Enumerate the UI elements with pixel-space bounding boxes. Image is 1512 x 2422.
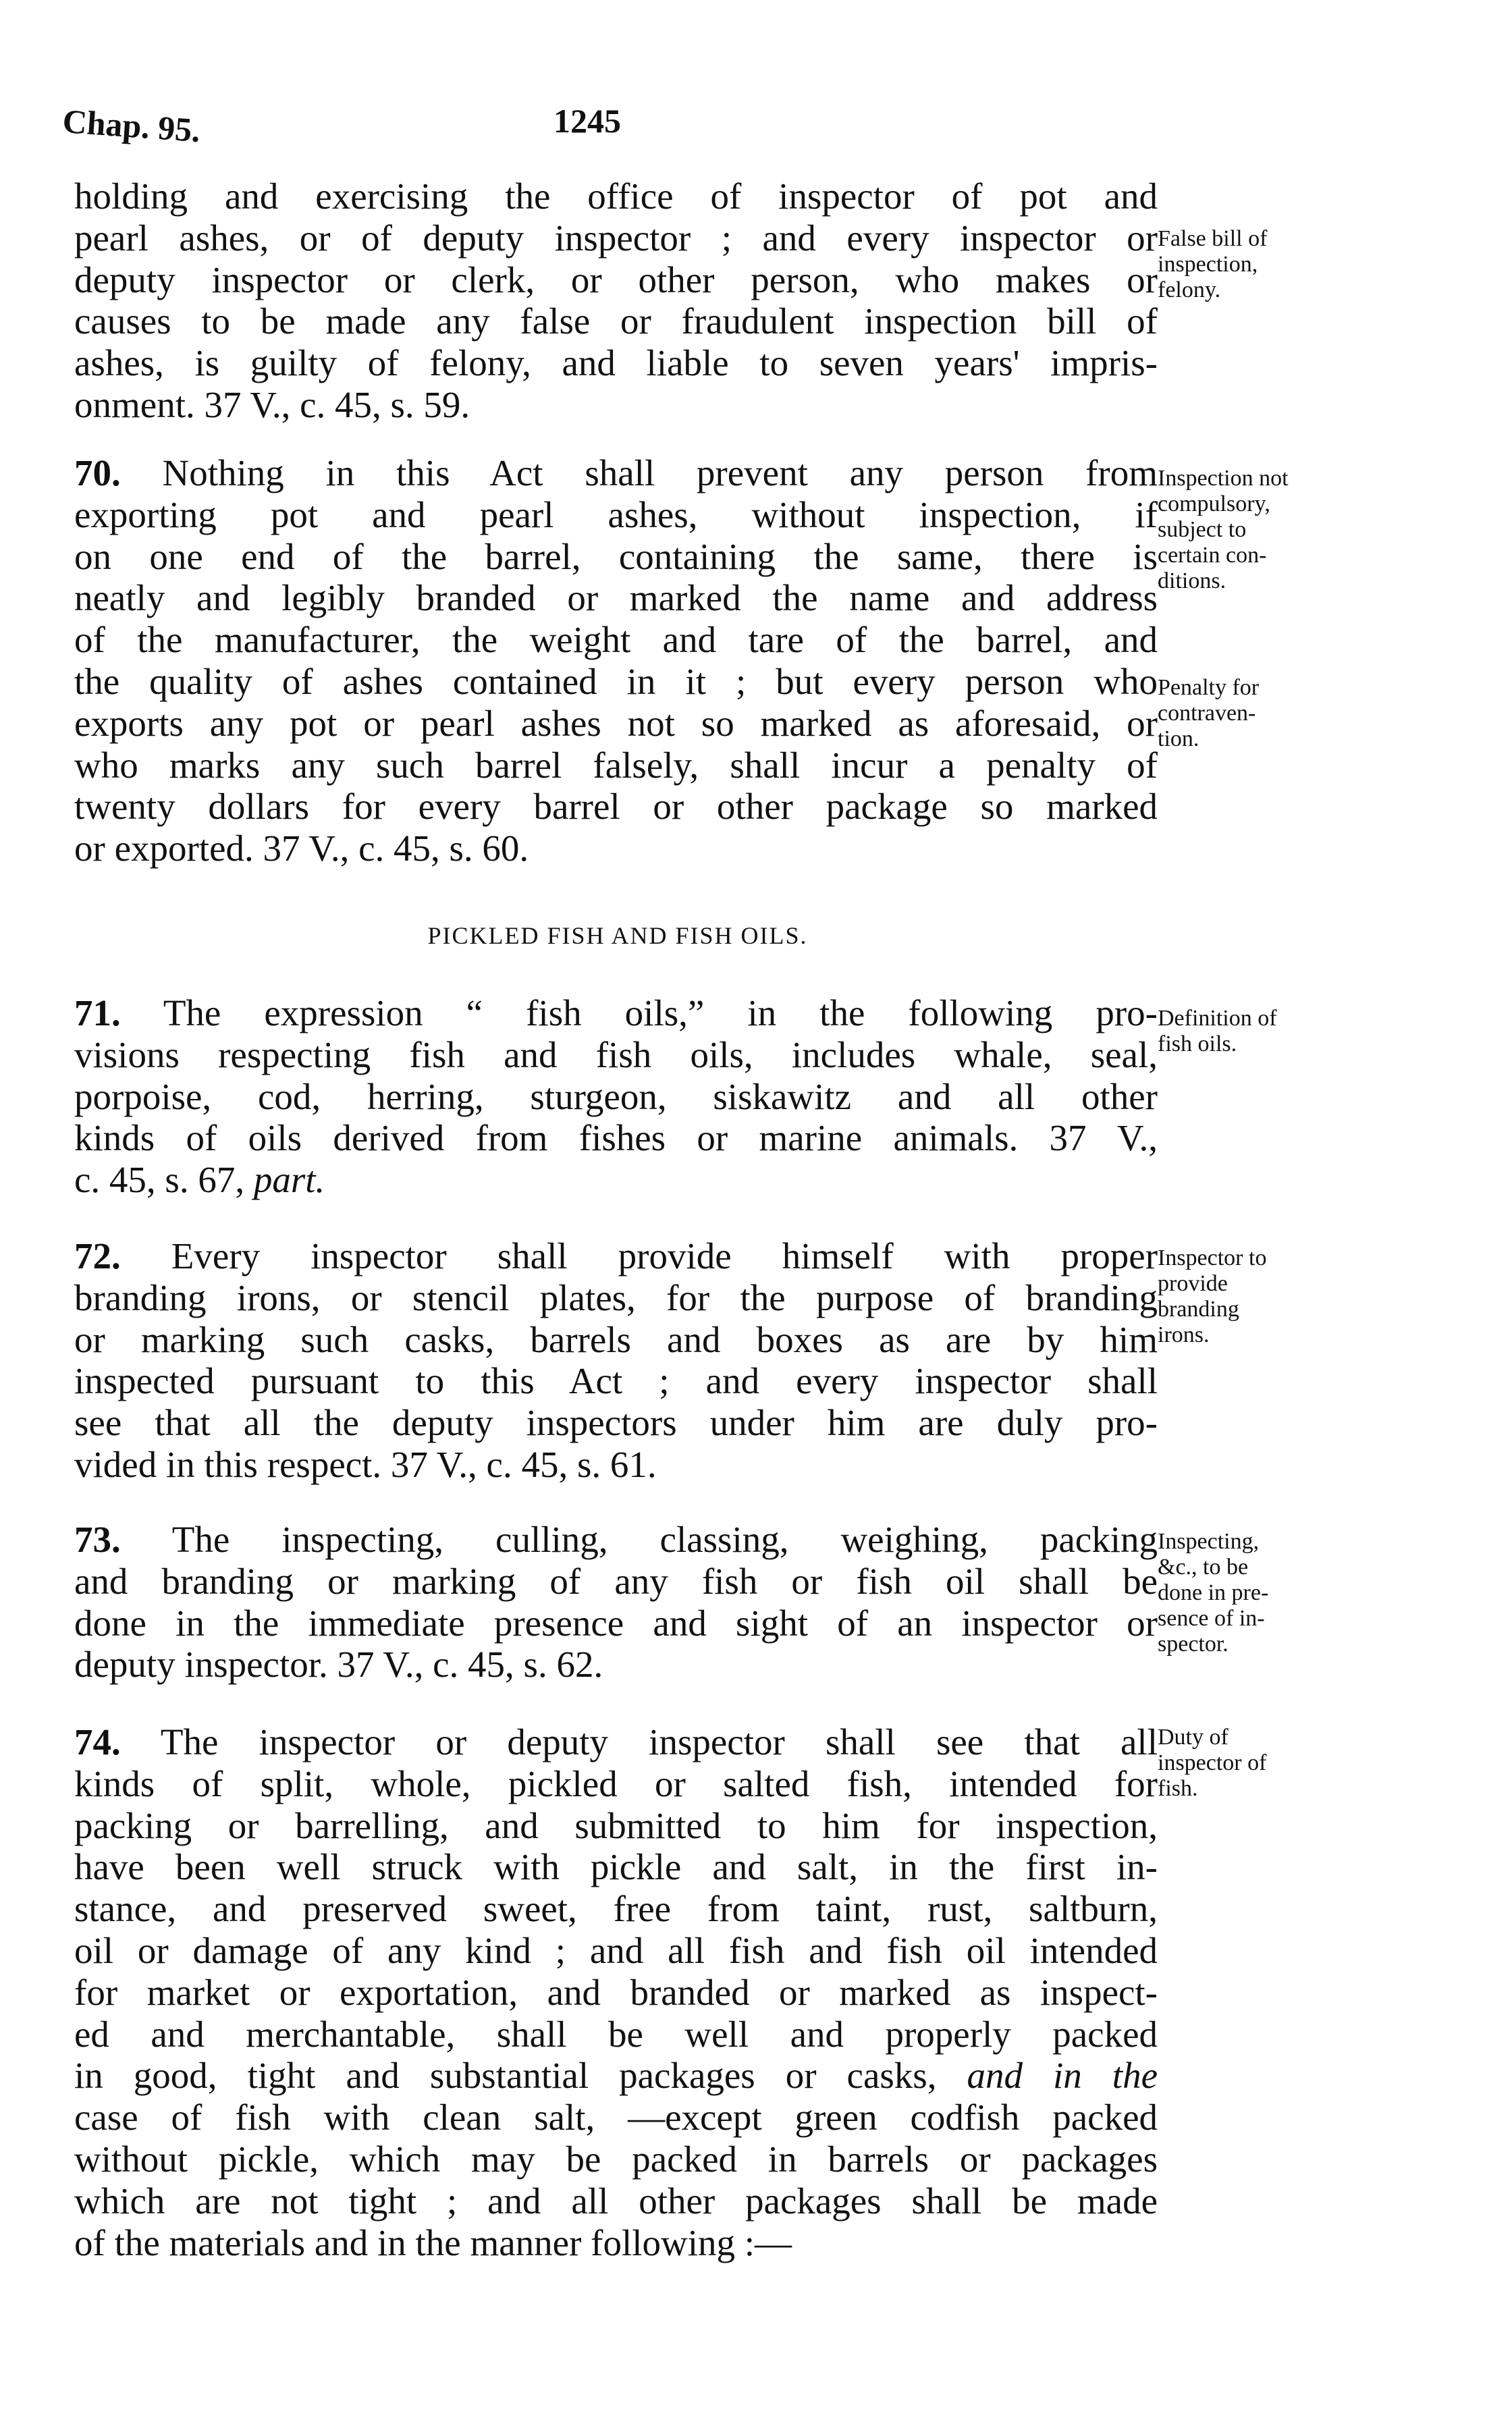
note-line: Inspector to xyxy=(1158,1245,1267,1270)
note-line: fish oils. xyxy=(1158,1031,1237,1056)
note-line: Duty of xyxy=(1158,1725,1228,1750)
text-line xyxy=(74,1519,1158,1561)
text-line: kinds of oils derived from fishes or marine animals. 37 V., xyxy=(74,1117,1158,1159)
text-line: of the manufacturer, the weight and tare of the barrel, and xyxy=(74,619,1158,661)
text-line xyxy=(74,1235,1158,1277)
paragraph-71 xyxy=(74,992,1158,1201)
text-fragment: The expression “ fish oils,” in the following pro- xyxy=(163,992,1158,1033)
paragraph-74 xyxy=(74,1721,1158,2263)
text-line: of the materials and in the manner following :— xyxy=(74,2222,792,2263)
section-number: 70. xyxy=(74,452,121,493)
note-line: inspection, xyxy=(1158,252,1258,277)
note-line: Definition of xyxy=(1158,1006,1277,1031)
text-line: kinds of split, whole, pickled or salted fish, intended for xyxy=(74,1762,1158,1804)
text-line: pearl ashes, or of deputy inspector ; and every inspector or xyxy=(74,217,1158,259)
text-line: exporting pot and pearl ashes, without inspection, if xyxy=(74,493,1158,535)
text-line: which are not tight ; and all other packages shall be made xyxy=(74,2180,1158,2222)
text-line: for market or exportation, and branded or marked as inspect- xyxy=(74,1971,1158,2013)
text-line: on one end of the barrel, containing the same, there is xyxy=(74,535,1158,577)
text-line: onment. 37 V., c. 45, s. 59. xyxy=(74,383,470,425)
note-line: branding xyxy=(1158,1297,1239,1322)
note-line: Penalty for xyxy=(1158,675,1260,700)
text-line xyxy=(74,1159,1158,1201)
marginal-note-false-bill xyxy=(1158,226,1353,303)
text-line: deputy inspector or clerk, or other person, who makes or xyxy=(74,259,1158,300)
note-line: contraven- xyxy=(1158,701,1256,726)
marginal-note-branding-irons xyxy=(1158,1245,1353,1348)
text-line xyxy=(74,2055,1158,2097)
note-line: sence of in- xyxy=(1158,1606,1265,1631)
section-number: 73. xyxy=(74,1519,121,1560)
text-line: causes to be made any false or fraudulent inspection bill of xyxy=(74,300,1158,342)
note-line: Inspection not xyxy=(1158,466,1289,491)
note-line: done in pre- xyxy=(1158,1580,1269,1605)
text-line: holding and exercising the office of inspector of pot and xyxy=(74,176,1158,217)
paragraph-73 xyxy=(74,1519,1158,1686)
note-line: provide xyxy=(1158,1271,1228,1296)
text-line: done in the immediate presence and sight of an inspector or xyxy=(74,1602,1158,1644)
text-line: stance, and preserved sweet, free from taint, rust, saltburn, xyxy=(74,1888,1158,1930)
page-number: 1245 xyxy=(554,102,621,140)
section-number: 74. xyxy=(74,1721,121,1762)
text-line: neatly and legibly branded or marked the name and address xyxy=(74,577,1158,619)
note-line: spector. xyxy=(1158,1632,1228,1657)
text-line xyxy=(74,452,1158,494)
note-line: &c., to be xyxy=(1158,1555,1249,1580)
text-line: exports any pot or pearl ashes not so marked as aforesaid, or xyxy=(74,702,1158,744)
note-line: subject to xyxy=(1158,517,1247,542)
text-line: twenty dollars for every barrel or other package so marked xyxy=(74,786,1158,828)
text-line: porpoise, cod, herring, sturgeon, siskawitz and all other xyxy=(74,1075,1158,1117)
note-line: fish. xyxy=(1158,1776,1198,1801)
italic-text: part. xyxy=(253,1159,325,1201)
text-line: have been well struck with pickle and salt, in the first in- xyxy=(74,1846,1158,1888)
chapter-label: Chap. 95. xyxy=(61,101,202,150)
note-line: ditions. xyxy=(1158,568,1226,593)
marginal-note-duty-of-inspector xyxy=(1158,1725,1353,1802)
note-line: compulsory, xyxy=(1158,491,1270,516)
text-line: packing or barrelling, and submitted to him for inspection, xyxy=(74,1804,1158,1846)
page-header xyxy=(0,101,1512,155)
text-line: inspected pursuant to this Act ; and every inspector shall xyxy=(74,1360,1158,1402)
note-line: tion. xyxy=(1158,726,1199,751)
text-line: without pickle, which may be packed in barrels or packages xyxy=(74,2138,1158,2180)
section-heading: PICKLED FISH AND FISH OILS. xyxy=(427,922,808,949)
marginal-note-inspection-not-compulsory xyxy=(1158,466,1353,594)
marginal-note-penalty xyxy=(1158,675,1353,752)
text-line: or marking such casks, barrels and boxes as are by him xyxy=(74,1318,1158,1360)
text-fragment: Nothing in this Act shall prevent any person from xyxy=(162,452,1158,493)
italic-text: and in the xyxy=(967,2055,1158,2097)
text-line: oil or damage of any kind ; and all fish and fish oil intended xyxy=(74,1929,1158,1971)
text-fragment: The inspector or deputy inspector shall see that all xyxy=(160,1721,1158,1762)
section-number: 72. xyxy=(74,1235,121,1276)
text-line: the quality of ashes contained in it ; but every person who xyxy=(74,660,1158,702)
text-line xyxy=(74,992,1158,1034)
paragraph-70 xyxy=(74,452,1158,869)
marginal-note-inspecting-presence xyxy=(1158,1529,1353,1657)
text-fragment: The inspecting, culling, classing, weighing, packing xyxy=(171,1519,1158,1560)
marginal-note-definition-fish-oils xyxy=(1158,1006,1353,1057)
text-line: case of fish with clean salt, —except green codfish packed xyxy=(74,2097,1158,2138)
section-number: 71. xyxy=(74,992,121,1033)
text-line: visions respecting fish and fish oils, includes whale, seal, xyxy=(74,1033,1158,1075)
text-fragment: Every inspector shall provide himself with proper xyxy=(171,1235,1158,1276)
note-line: False bill of xyxy=(1158,226,1268,251)
text-fragment: c. 45, s. 67, xyxy=(74,1159,254,1201)
note-line: felony. xyxy=(1158,277,1221,302)
text-line: vided in this respect. 37 V., c. 45, s. 61. xyxy=(74,1443,657,1485)
text-line: ed and merchantable, shall be well and properly packed xyxy=(74,2013,1158,2055)
text-line: or exported. 37 V., c. 45, s. 60. xyxy=(74,828,529,869)
text-line: who marks any such barrel falsely, shall incur a penalty of xyxy=(74,744,1158,786)
text-line: deputy inspector. 37 V., c. 45, s. 62. xyxy=(74,1644,603,1686)
note-line: inspector of xyxy=(1158,1750,1267,1775)
paragraph-72 xyxy=(74,1235,1158,1486)
text-line xyxy=(74,1721,1158,1763)
note-line: irons. xyxy=(1158,1322,1210,1347)
note-line: Inspecting, xyxy=(1158,1529,1260,1554)
note-line: certain con- xyxy=(1158,543,1267,568)
paragraph-69 xyxy=(74,176,1158,426)
text-line: see that all the deputy inspectors under him are duly pro- xyxy=(74,1402,1158,1444)
text-line: ashes, is guilty of felony, and liable to seven years' impris- xyxy=(74,342,1158,384)
text-line: and branding or marking of any fish or fish oil shall be xyxy=(74,1560,1158,1602)
text-fragment: in good, tight and substantial packages or casks, xyxy=(74,2055,967,2097)
text-line: branding irons, or stencil plates, for the purpose of branding xyxy=(74,1276,1158,1318)
